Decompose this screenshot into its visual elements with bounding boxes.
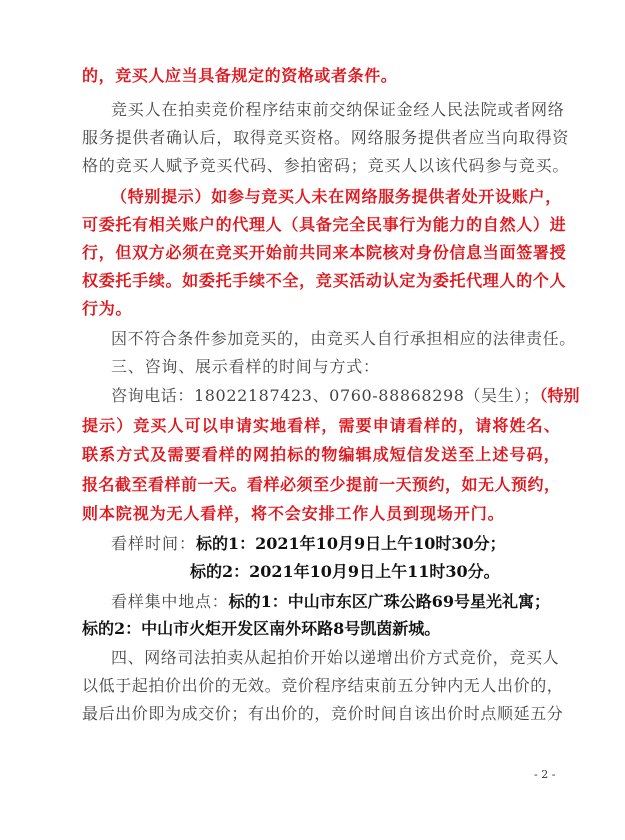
viewing-place-line-1	[111, 590, 550, 614]
section-four-line-1: 四、网络司法拍卖从起拍价开始以递增出价方式竞价，竞买人	[111, 648, 560, 667]
viewing-place-lot-1: 标的1：中山市东区广珠公路69号星光礼寓；	[228, 592, 551, 611]
paragraph-2-line-2: 服务提供者确认后，取得竞买资格。网络服务提供者应当向取得资	[82, 128, 570, 147]
paragraph-6-line-5: 则本院视为无人看样，将不会安排工作人员到现场开门。	[82, 504, 505, 523]
paragraph-6-line-1	[111, 384, 580, 408]
paragraph-3-line-3: 行，但双方必须在竞买开始前共同来本院核对身份信息当面签署授	[82, 243, 567, 262]
consult-phone-text: 咨询电话：18022187423、0760-88868298（吴生）；	[111, 386, 540, 405]
section-four-line-2: 以低于起拍价出价的无效。竞价程序结束前五分钟内无人出价的，	[82, 676, 564, 695]
paragraph-2-line-1: 竞买人在拍卖竞价程序结束前交纳保证金经人民法院或者网络	[111, 100, 565, 119]
viewing-place-label: 看样集中地点：	[111, 592, 229, 611]
paragraph-3-line-4: 权委托手续。如委托手续不全，竞买活动认定为委托代理人的个人	[82, 271, 567, 290]
paragraph-2-line-3: 格的竞买人赋予竞买代码、参拍密码；竞买人以该代码参与竞买。	[82, 156, 570, 175]
viewing-time-label: 看样时间：	[111, 534, 197, 553]
paragraph-4-line-1: 因不符合条件参加竞买的，由竞买人自行承担相应的法律责任。	[111, 329, 576, 348]
paragraph-6-line-2: 提示）竞买人可以申请实地看样，需要申请看样的，请将姓名、	[82, 416, 561, 435]
paragraph-6-line-3: 联系方式及需要看样的网拍标的物编辑成短信发送至上述号码，	[82, 445, 561, 464]
viewing-time-lot-2: 标的2：2021年10月9日上午11时30分。	[190, 562, 500, 581]
section-three-heading: 三、咨询、展示看样的时间与方式：	[111, 357, 380, 376]
paragraph-3-line-2: 可委托有相关账户的代理人（具备完全民事行为能力的自然人）进	[82, 215, 567, 234]
section-four-line-3: 最后出价即为成交价；有出价的，竞价时间自该出价时点顺延五分	[82, 704, 564, 723]
paragraph-3-line-5: 行为。	[82, 299, 133, 318]
viewing-time-line-1	[111, 532, 506, 556]
special-notice-start: （特别	[539, 386, 580, 405]
page-number: - 2 -	[534, 768, 556, 781]
paragraph-1-line-1: 的，竞买人应当具备规定的资格或者条件。	[82, 66, 398, 85]
paragraph-3-line-1: （特别提示）如参与竞买人未在网络服务提供者处开设账户，	[111, 187, 562, 206]
viewing-time-lot-1: 标的1：2021年10月9日上午10时30分；	[196, 534, 506, 553]
paragraph-6-line-4: 报名截至看样前一天。看样必须至少提前一天预约，如无人预约，	[82, 475, 561, 494]
viewing-place-lot-2: 标的2：中山市火炬开发区南外环路8号凯茵新城。	[82, 619, 441, 638]
